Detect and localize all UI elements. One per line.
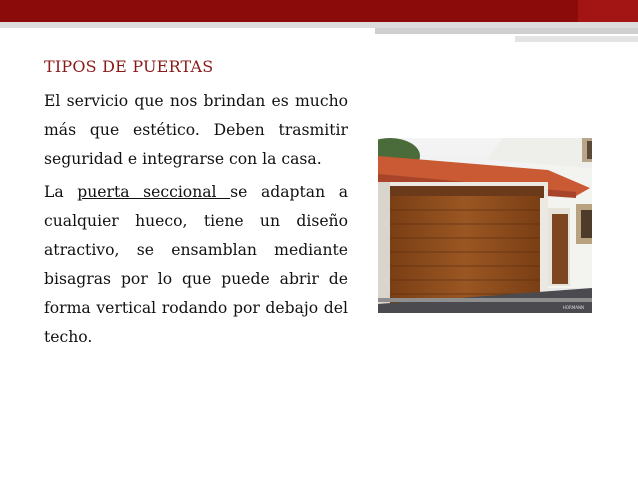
decor-stripe [375,28,638,34]
top-banner-accent [578,0,638,22]
paragraph-intro: El servicio que nos brindan es mucho más que estético. Deben trasmitir seguridad e integrarse con la casa. [44,92,348,168]
sectional-door-link[interactable]: puerta seccional [77,183,231,201]
slide-body [44,87,348,356]
photo-watermark: HORMANN [562,305,584,310]
top-banner [0,0,638,22]
paragraph-prefix: La [44,183,78,201]
slide-title: TIPOS DE PUERTAS [44,57,214,76]
paragraph-suffix: se adaptan a cualquier hueco, tiene un diseño atractivo, se ensamblan mediante bisagras por lo que puede abrir de forma vertical rodando por debajo del techo. [44,183,349,346]
garage-illustration [378,138,592,313]
paragraph-sectional-door [44,178,348,352]
decor-stripe [515,36,638,42]
garage-door-photo [378,138,592,313]
